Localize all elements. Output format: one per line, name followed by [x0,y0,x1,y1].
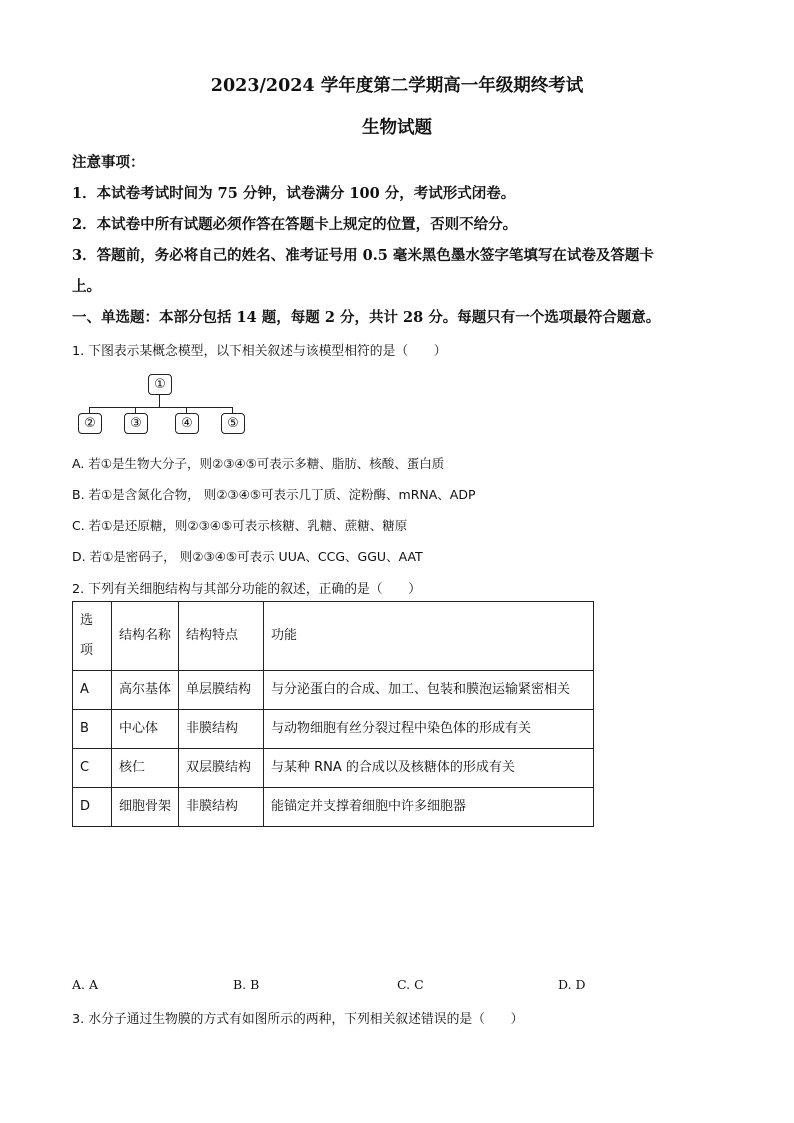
exam-subtitle: 生物试题 [362,118,432,138]
diagram-connector [159,395,160,407]
table-row [73,671,594,710]
diagram-node-child: ④ [175,413,199,434]
table-header-cell: 结构名称 [112,602,179,671]
table-cell: 单层膜结构 [179,671,264,710]
table-cell: 中心体 [112,710,179,749]
cell-structure-table [72,601,594,827]
table-cell: 双层膜结构 [179,749,264,788]
table-cell: 高尔基体 [112,671,179,710]
table-cell: C [73,749,112,788]
table-cell: 与动物细胞有丝分裂过程中染色体的形成有关 [264,710,594,749]
table-cell: 非膜结构 [179,788,264,827]
table-cell: A [73,671,112,710]
question-2-choice-b: B. B [233,977,260,992]
section-heading: 一、单选题：本部分包括 14 题，每题 2 分，共计 28 分。每题只有一个选项最符合题意。 [72,309,661,326]
question-1-stem: 1. 下图表示某概念模型，以下相关叙述与该模型相符的是（ ） [72,344,447,359]
notice-item-2: 2．本试卷中所有试题必须作答在答题卡上规定的位置，否则不给分。 [72,216,518,233]
table-cell: 细胞骨架 [112,788,179,827]
exam-title: 2023/2024 学年度第二学期高一年级期终考试 [210,76,584,96]
table-cell: 能锚定并支撑着细胞中许多细胞器 [264,788,594,827]
diagram-connector [89,407,232,408]
table-row [73,788,594,827]
question-1-option-c: C. 若①是还原糖，则②③④⑤可表示核糖、乳糖、蔗糖、糖原 [72,518,408,533]
diagram-node-root: ① [148,374,172,395]
notice-item-1: 1．本试卷考试时间为 75 分钟，试卷满分 100 分，考试形式闭卷。 [72,185,516,202]
question-2-choice-c: C. C [397,977,424,992]
table-cell: 与某种 RNA 的合成以及核糖体的形成有关 [264,749,594,788]
table-header-row [73,602,594,671]
table-cell: B [73,710,112,749]
table-cell: 核仁 [112,749,179,788]
question-1-option-b: B. 若①是含氮化合物， 则②③④⑤可表示几丁质、淀粉酶、mRNA、ADP [72,487,476,502]
table-header-cell: 选项 [73,602,112,671]
diagram-node-child: ③ [124,413,148,434]
table-header-cell: 结构特点 [179,602,264,671]
question-1-option-a: A. 若①是生物大分子，则②③④⑤可表示多糖、脂肪、核酸、蛋白质 [72,456,445,471]
diagram-node-child: ② [78,413,102,434]
notice-item-3-cont: 上。 [72,278,101,295]
question-2-choice-d: D. D [558,977,586,992]
question-2-choice-a: A. A [72,977,99,992]
table-row [73,749,594,788]
question-3-stem: 3. 水分子通过生物膜的方式有如图所示的两种，下列相关叙述错误的是（ ） [72,1012,524,1027]
table-cell: 非膜结构 [179,710,264,749]
table-cell: 与分泌蛋白的合成、加工、包装和膜泡运输紧密相关 [264,671,594,710]
question-2-stem: 2. 下列有关细胞结构与其部分功能的叙述，正确的是（ ） [72,582,421,597]
table-cell: D [73,788,112,827]
notice-heading: 注意事项： [72,154,145,171]
notice-item-3: 3．答题前，务必将自己的姓名、准考证号用 0.5 毫米黑色墨水签字笔填写在试卷及答题卡 [72,247,654,264]
table-row [73,710,594,749]
table-header-cell: 功能 [264,602,594,671]
diagram-node-child: ⑤ [221,413,245,434]
question-1-option-d: D. 若①是密码子， 则②③④⑤可表示 UUA、CCG、GGU、AAT [72,549,423,564]
